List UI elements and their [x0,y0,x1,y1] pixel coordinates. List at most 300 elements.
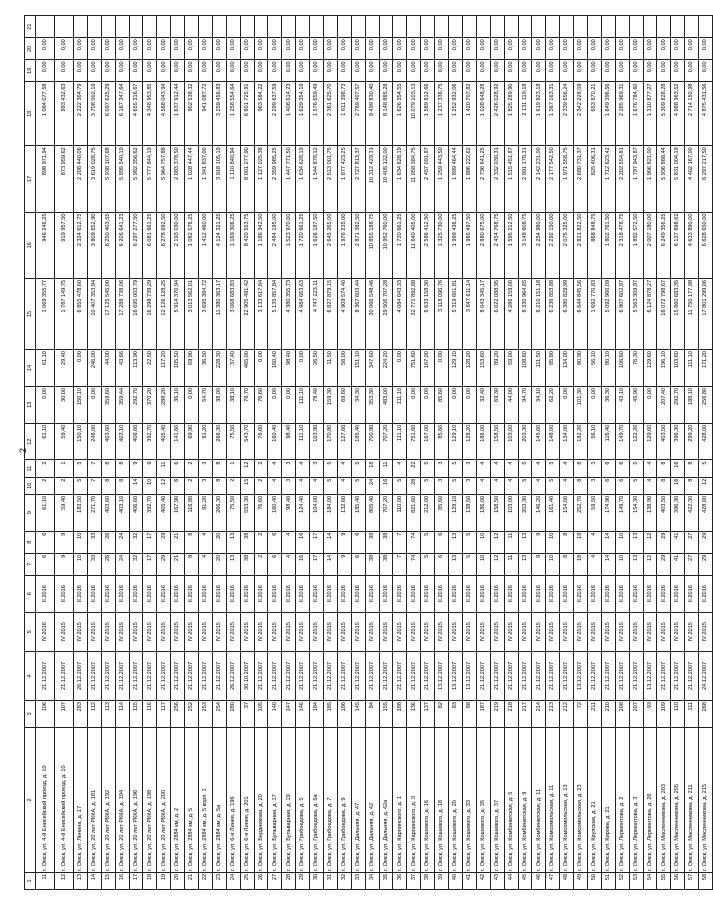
table-cell [268,16,282,38]
table-cell: 6 380 829,99 [560,278,574,349]
table-cell: IV 2015 [601,612,615,651]
table-cell: 12 [643,531,657,553]
table-cell: 0,00 [74,60,88,82]
table-cell: 2 [36,477,55,494]
table-cell [407,16,421,38]
table-cell: IV 2015 [574,612,588,651]
address-cell: г. Омск, ул. 20 лет РККА, д. 200 [157,727,171,872]
table-cell: 0,00 [393,60,407,82]
table-cell: 21 [185,872,199,889]
table-cell: 0,00 [185,386,199,423]
table-cell: 2 339 656,24 [560,82,574,146]
table-cell: 88 [462,700,476,727]
table-cell: 0,00 [490,60,504,82]
table-cell: 0,00 [324,38,338,60]
table-cell: 21.12.2007 [518,651,532,700]
table-cell: 3 [282,477,296,494]
table-cell: 5 [699,460,713,477]
address-cell: г. Омск, ул. 2884 км, д. 5 [185,727,199,872]
table-cell: 114 [115,700,129,727]
table-cell: 4 [476,477,490,494]
table-cell: 0,00 [685,60,699,82]
table-cell: 140 [268,700,282,727]
table-cell [421,16,435,38]
table-cell: 57 [685,872,699,889]
table-cell: 74 [407,531,421,553]
table-cell: IV 2015 [199,612,213,651]
table-cell: 868 848,75 [587,212,601,278]
table-cell: 825 406,31 [587,146,601,212]
table-cell: 22 [199,872,213,889]
table-cell: II.2016 [629,575,643,612]
table-cell: 2 292 150,00 [546,212,560,278]
table-cell: 218 [504,700,518,727]
table-cell: 0,00 [643,60,657,82]
table-cell: II.2016 [101,575,115,612]
table-cell: 3 068 683,83 [226,278,240,349]
table-body [25,16,713,890]
table-cell: 0,00 [351,38,365,60]
table-cell: 21.12.2007 [476,651,490,700]
table-cell: 8 [685,477,699,494]
table-cell: 154,00 [560,494,574,531]
table-cell: 4 [490,460,504,477]
table-cell: 3 [435,477,449,494]
table-cell: 129,60 [643,350,657,387]
table-cell: 41 [671,531,685,553]
address-cell: г. Омск, ул. 2884 км, д. 5а [212,727,226,872]
table-cell: 428,00 [699,494,713,531]
table-cell: 167,00 [421,350,435,387]
table-row [36,16,55,890]
table-cell: 21.12.2007 [532,651,546,700]
table-cell: 17 [143,553,157,575]
table-cell: 9 [532,531,546,553]
table-cell: 6 [351,531,365,553]
table-cell: 124,40 [296,494,310,531]
column-number-cell: 5 [25,612,36,651]
table-cell: 136 [407,700,421,727]
table-cell: IV 2015 [629,612,643,651]
table-cell: 21.12.2007 [310,651,324,700]
table-cell: 69,90 [185,423,199,460]
table-cell: 11 [379,460,393,477]
table-cell: 9 [55,553,74,575]
table-cell [657,16,671,38]
table-cell: 12 [490,531,504,553]
table-cell: 2 [254,531,268,553]
table-cell: 6 644 845,56 [574,278,588,349]
table-cell: 21.12.2007 [629,651,643,700]
table-cell [254,16,268,38]
table-cell: 6 807 602,87 [615,278,629,349]
table-cell: 182,20 [574,423,588,460]
table-cell: 21.12.2007 [296,651,310,700]
column-number-row [25,16,36,890]
table-cell: 4 [504,477,518,494]
table-cell: 11 750 177,98 [685,278,699,349]
table-cell: 52 [615,872,629,889]
table-cell: 21.12.2007 [393,651,407,700]
table-cell: IV 2015 [393,612,407,651]
table-cell: 4 [268,460,282,477]
table-cell: IV 2015 [435,612,449,651]
table-row [171,16,185,890]
table-cell: 4 [490,477,504,494]
table-cell: 0,00 [36,38,55,60]
table-cell: 0,00 [421,60,435,82]
table-cell: 2 426 028,92 [490,82,504,146]
table-cell: 0,00 [74,38,88,60]
table-cell: 69,30 [490,386,504,423]
table-cell: 21.12.2007 [490,651,504,700]
table-cell: 76,60 [254,423,268,460]
table-cell: 0,00 [226,60,240,82]
table-cell: 2 361 625,70 [324,82,338,146]
table-row [268,16,282,890]
table-cell: 56,10 [587,423,601,460]
table-cell: 38 [240,553,254,575]
table-cell: 26 [101,531,115,553]
table-cell: 14 [87,872,101,889]
table-cell: 0,00 [36,60,55,82]
table-cell: 214 [532,700,546,727]
table-cell: IV 2015 [407,612,421,651]
table-cell: 62,20 [546,386,560,423]
table-cell: 2 484 195,00 [268,212,282,278]
table-cell: 0,00 [101,60,115,82]
table-cell: 12 126 128,25 [157,278,171,349]
table-cell: 0,00 [212,60,226,82]
table-cell: IV 2015 [240,612,254,651]
table-cell: 141,60 [171,423,185,460]
table-row [337,16,351,890]
address-cell: г. Омск, ул. 20 лет РККА, д. 196 [129,727,143,872]
table-cell: 1 634 628,19 [393,146,407,212]
table-row [657,16,671,890]
table-cell: 42 [476,872,490,889]
table-cell: IV 2016 [36,612,55,651]
table-cell: 6 137 898,62 [671,212,685,278]
table-cell: 0,00 [462,386,476,423]
table-cell: 0,00 [87,386,101,423]
table-cell: 21 [171,553,185,575]
table-cell: 44,00 [504,386,518,423]
address-cell: г. Омск, ул. Комсомольская, д. 11 [546,727,560,872]
address-cell: г. Омск, ул. 20 лет РККА, д. 181 [87,727,101,872]
table-cell: 0,00 [240,60,254,82]
rotated-table-container [24,15,709,890]
table-cell: 2 [185,460,199,477]
table-cell: 93 [643,700,657,727]
table-cell: 8 [657,477,671,494]
table-cell: 111,10 [685,350,699,387]
table-cell: 2 142 231,00 [532,146,546,212]
table-row [393,16,407,890]
table-cell: 0,00 [393,38,407,60]
table-cell: 20 [171,872,185,889]
table-cell: 0,00 [407,60,421,82]
table-cell: 1 186 342,50 [254,212,268,278]
table-cell: 91,20 [199,423,213,460]
table-cell: 15 860 683,35 [671,278,685,349]
table-cell: 6 [601,460,615,477]
table-cell: 1 110 840,94 [226,146,240,212]
table-cell: 403,50 [657,494,671,531]
table-cell: IV 2015 [462,612,476,651]
address-cell: г. Омск, ул. Комбинатская, д. 5 [504,727,518,872]
table-cell [143,16,157,38]
table-cell: 32,40 [476,386,490,423]
table-cell: 80,90 [574,350,588,387]
table-cell: 0,00 [476,60,490,82]
table-cell: 0,00 [560,60,574,82]
table-cell: 10 [476,531,490,553]
table-row [560,16,574,890]
table-cell: 26 [254,872,268,889]
table-cell: 1 899 464,44 [449,146,463,212]
table-cell: 203,30 [518,423,532,460]
table-cell [129,16,143,38]
table-cell: 36 [393,872,407,889]
table-cell: 2 083 378,50 [171,146,185,212]
table-cell: 21.12.2007 [657,651,671,700]
address-cell: г. Омск, ул. 6-я Линия, д. 201 [240,727,254,872]
address-cell: г. Омск, ул. Грибоедова, д. 5а [310,727,324,872]
table-cell: 10 [615,553,629,575]
table-cell: 213 [546,700,560,727]
table-cell [351,16,365,38]
table-cell: 4 348 953,85 [143,82,157,146]
table-cell: 392,70 [143,494,157,531]
table-cell: IV 2015 [421,612,435,651]
table-cell: 6 [615,460,629,477]
table-cell: 38 [421,872,435,889]
table-cell: 0,00 [462,38,476,60]
table-cell: IV 2015 [324,612,338,651]
table-cell: 117 [157,700,171,727]
table-cell: 553,30 [240,494,254,531]
table-cell: 84 [365,700,379,727]
table-cell: 2 [254,460,268,477]
table-cell: IV 2015 [671,612,685,651]
table-cell: 13 [518,553,532,575]
table-cell: 76,60 [254,386,268,423]
address-cell: г. Омск, ул. Комбинатская, д. 11 [532,727,546,872]
table-cell: 6 855 478,60 [74,278,88,349]
table-cell: 2 714 150,98 [685,82,699,146]
table-cell: II.2016 [518,575,532,612]
table-cell: 4 [560,460,574,477]
table-cell: 1 028 447,44 [185,146,199,212]
table-cell: II.2016 [449,575,463,612]
table-cell: 38,00 [212,386,226,423]
table-cell: 902 538,32 [185,82,199,146]
table-cell: 109 [657,700,671,727]
table-cell: 406,60 [129,494,143,531]
table-cell: 154,30 [629,494,643,531]
table-cell: 132,60 [337,494,351,531]
table-cell: II.2016 [532,575,546,612]
table-cell: 21.12.2007 [407,651,421,700]
table-cell: 3 [199,477,213,494]
table-cell: 28 [407,477,421,494]
table-cell [365,16,379,38]
table-cell: 37 [240,700,254,727]
table-cell: 28 [282,872,296,889]
table-cell: 17 288 738,06 [115,278,129,349]
table-cell: 873 959,62 [55,146,74,212]
table-cell: 2 254 980,00 [532,212,546,278]
table-cell: 396,30 [671,494,685,531]
table-cell: 40 [449,872,463,889]
table-cell: 106,60 [615,350,629,387]
table-cell: 10 312 429,31 [365,146,379,212]
table-cell: 34 [365,872,379,889]
address-cell: г. Омск, ул. Грибоедова, д. 7 [324,727,338,872]
column-number-cell: 11 [25,460,36,477]
table-cell: 12 [490,553,504,575]
table-cell: 26.12.2007 [74,651,88,700]
table-cell: 29 [699,553,713,575]
table-cell: 0,00 [268,38,282,60]
table-cell: 0,00 [435,350,449,387]
address-cell: г. Омск, ул. Бердникова, д. 20 [254,727,268,872]
table-cell: 3 [587,477,601,494]
table-cell: 101,30 [574,386,588,423]
table-cell: 36,10 [171,386,185,423]
table-cell: 1 [226,460,240,477]
table-row [296,16,310,890]
table-cell: 6 124 878,27 [643,278,657,349]
table-row [115,16,129,890]
table-cell: 27 [685,553,699,575]
table-cell: 2 208 440,06 [74,146,88,212]
table-cell: 38 [240,531,254,553]
table-cell: 10 952 760,00 [379,212,393,278]
table-cell [324,16,338,38]
table-cell: 405,40 [157,423,171,460]
table-cell: 6 297 217,50 [699,146,713,212]
table-row [629,16,643,890]
table-cell: 4 402 167,00 [685,146,699,212]
table-cell: 1 825 289,90 [504,82,518,146]
table-cell: 21.12.2007 [115,651,129,700]
table-cell: 403,60 [101,494,115,531]
table-cell: 111,10 [393,386,407,423]
table-cell: 105,50 [171,350,185,387]
table-cell: 33 [87,531,101,553]
table-cell: 821,60 [407,494,421,531]
table-cell: 12 [699,477,713,494]
table-cell: 11,50 [324,350,338,387]
column-number-cell: 12 [25,423,36,460]
table-cell: 16 [296,553,310,575]
table-cell: 4 [476,460,490,477]
table-cell: 1 589 812,66 [421,82,435,146]
table-cell: 61,10 [36,350,55,387]
column-number-cell: 14 [25,350,36,387]
table-cell: IV 2015 [560,612,574,651]
column-number-cell: 13 [25,386,36,423]
table-cell: 2 332 030,31 [490,146,504,212]
table-cell: 252 [185,700,199,727]
table-cell: 10 [476,553,490,575]
table-cell [490,16,504,38]
table-cell: 75,50 [226,423,240,460]
table-cell: 0,00 [449,60,463,82]
table-cell: 5 [421,477,435,494]
table-cell: 98,40 [282,423,296,460]
table-cell: 5 563 309,97 [629,278,643,349]
table-row [324,16,338,890]
table-cell: 59,00 [504,350,518,387]
table-cell: 0,00 [657,38,671,60]
table-cell [171,16,185,38]
table-cell: 14 [324,531,338,553]
table-cell: 9 [129,460,143,477]
table-cell: 29 [657,531,671,553]
table-cell: 4 [296,477,310,494]
table-cell: IV 2015 [143,612,157,651]
address-cell: г. Омск, ул. 4-й Енисейский проезд, д. 10 [36,727,55,872]
table-cell: 0,00 [310,60,324,82]
table-cell: 24 [365,477,379,494]
table-cell: II.2016 [254,575,268,612]
table-cell: 29 [296,872,310,889]
table-row [699,16,713,890]
table-row [532,16,546,890]
table-cell: 188,10 [685,386,699,423]
table-cell: 36,30 [601,386,615,423]
table-cell: 6 [351,553,365,575]
table-cell: 103,90 [310,423,324,460]
table-cell [55,16,74,38]
address-cell: г. Омск, ул. Масленникова, д. 215 [699,727,713,872]
table-cell: 78,70 [240,386,254,423]
column-number-cell: 20 [25,38,36,60]
table-row [574,16,588,890]
table-cell [532,16,546,38]
table-row [240,16,254,890]
table-cell: 134,00 [560,423,574,460]
table-cell: 8 [185,553,199,575]
column-number-cell: 18 [25,82,36,146]
table-cell: 146 [296,700,310,727]
table-cell: IV 2015 [365,612,379,651]
table-cell: 2 007 180,00 [643,212,657,278]
table-cell: 3 [310,460,324,477]
table-cell: 6 081 661,25 [143,212,157,278]
table-cell: II.2016 [421,575,435,612]
table-cell: 359,44 [115,386,129,423]
table-cell: 9 499 830,40 [365,82,379,146]
table-cell: 0,00 [699,60,713,82]
table-cell [699,16,713,38]
table-cell: 38 [365,531,379,553]
table-cell [615,16,629,38]
table-cell: 21.12.2007 [282,651,296,700]
table-cell [185,16,199,38]
table-cell: 8 330 964,65 [518,278,532,349]
table-cell: 80,10 [601,350,615,387]
table-cell: 11 [36,872,55,889]
address-cell: г. Омск, ул. Карпинского, д. 3 [407,727,421,872]
table-cell: 0,00 [601,60,615,82]
table-cell: 21.12.2007 [199,651,213,700]
table-cell: 5 938 107,68 [101,146,115,212]
table-row [615,16,629,890]
